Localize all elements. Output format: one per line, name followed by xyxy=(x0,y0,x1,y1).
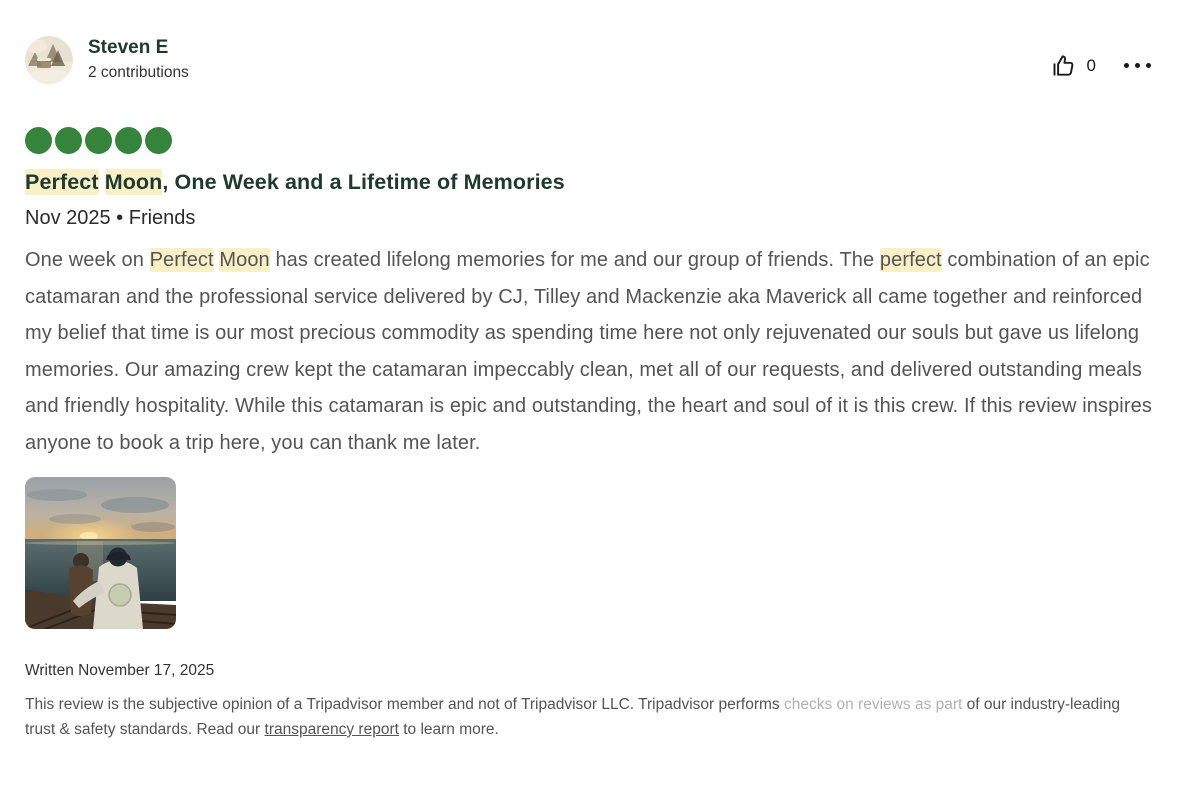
helpful-count: 0 xyxy=(1086,55,1096,75)
search-highlight: Perfect xyxy=(149,249,214,271)
author-name[interactable]: Steven E xyxy=(88,37,169,58)
search-highlight: perfect xyxy=(879,249,942,271)
search-highlight: Perfect xyxy=(25,170,99,194)
review-actions xyxy=(1050,52,1153,79)
search-highlight: Moon xyxy=(219,249,270,271)
ellipsis-dot xyxy=(1146,63,1151,68)
avatar-image xyxy=(25,36,73,84)
review-header xyxy=(25,36,1153,84)
sunset-dock-photo xyxy=(25,477,176,629)
author-meta xyxy=(88,36,189,84)
overflow-menu-button[interactable] xyxy=(1122,59,1153,72)
trip-date-line: Nov 2025 • Friends xyxy=(25,207,196,229)
rating-bubble-filled xyxy=(85,127,112,154)
rating-bubble-filled xyxy=(55,127,82,154)
review-title: Perfect Moon, One Week and a Lifetime of Memories xyxy=(25,170,565,194)
rating-bubble-filled xyxy=(115,127,142,154)
author-block xyxy=(25,36,189,84)
search-highlight: Moon xyxy=(104,170,163,194)
avatar[interactable] xyxy=(25,36,73,84)
ellipsis-dot xyxy=(1135,63,1140,68)
review-disclaimer: This review is the subjective opinion of a Tripadvisor member and not of Tripadvisor LLC. Tripadvisor performs checks on reviews as part of our industry-leading trust & safety standards. Read our transparency report to learn more. xyxy=(25,696,1120,738)
thumbs-up-icon xyxy=(1050,52,1077,79)
helpful-button[interactable] xyxy=(1050,52,1096,79)
review-photo-thumbnail[interactable] xyxy=(25,477,176,629)
rating-bubble-filled xyxy=(25,127,52,154)
rating-bubbles xyxy=(25,127,1153,154)
ellipsis-dot xyxy=(1124,63,1129,68)
rating-bubble-filled xyxy=(145,127,172,154)
author-contributions: 2 contributions xyxy=(88,64,189,81)
transparency-report-link[interactable]: transparency report xyxy=(264,721,399,738)
written-date: Written November 17, 2025 xyxy=(25,662,215,679)
review-body: One week on Perfect Moon has created lifelong memories for me and our group of friends. The perfect combination of an epic catamaran and the professional service delivered by CJ, Tilley and Mackenzie aka Maverick all came together and reinforced my belief that time is our most precious commodity as spending time here not only rejuvenated our souls but gave us lifelong memories. Our amazing crew kept the catamaran impeccably clean, met all of our requests, and delivered outstanding meals and friendly hospitality. While this catamaran is epic and outstanding, the heart and soul of it is this crew. If this review inspires anyone to book a trip here, you can thank me later. xyxy=(25,249,1152,454)
